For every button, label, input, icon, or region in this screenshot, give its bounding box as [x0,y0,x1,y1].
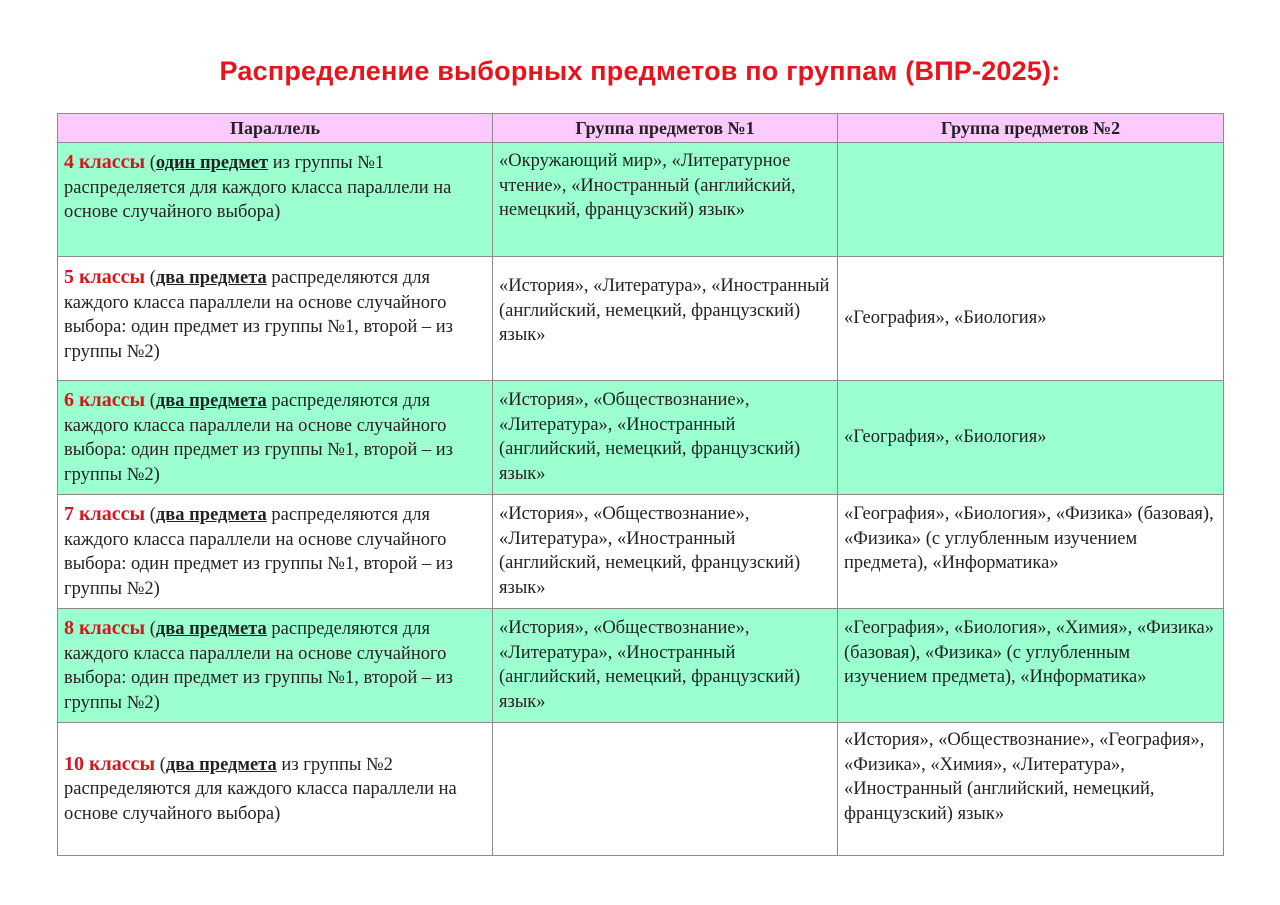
paren-open: ( [145,619,156,639]
distribution-table [57,113,1224,856]
paren-open: ( [145,391,156,411]
parallel-cell [58,609,493,723]
group-1-cell [493,723,838,856]
parallel-description: распределяются для каждого класса параллели на основе случайного выбора: один предмет из группы №1, второй – из группы №2) [64,505,453,599]
header-group-2: Группа предметов №2 [838,114,1224,143]
table-row [58,257,1224,381]
subject-count: два предмета [155,619,267,639]
subject-count: два предмета [155,391,267,411]
group-2-cell: «География», «Биология», «Химия», «Физика» (базовая), «Физика» (с углубленным изучением предмета), «Информатика» [838,609,1224,723]
header-parallel: Параллель [58,114,493,143]
group-1-cell: «История», «Литература», «Иностранный (английский, немецкий, французский) язык» [493,257,838,381]
parallel-cell [58,381,493,495]
parallel-cell [58,143,493,257]
table-row [58,723,1224,856]
table-row [58,143,1224,257]
group-2-cell: «География», «Биология» [838,381,1224,495]
group-1-cell: «История», «Обществознание», «Литература», «Иностранный (английский, немецкий, французский) язык» [493,381,838,495]
subject-count: один предмет [155,153,269,173]
parallel-description: распределяются для каждого класса параллели на основе случайного выбора: один предмет из группы №1, второй – из группы №2) [64,391,453,485]
grade-label: 5 классы [64,266,146,288]
group-1-cell: «Окружающий мир», «Литературное чтение», «Иностранный (английский, немецкий, французский) язык» [493,143,838,257]
grade-label: 7 классы [64,503,146,525]
table-row [58,609,1224,723]
parallel-cell [58,495,493,609]
subject-count: два предмета [155,268,267,288]
grade-label: 6 классы [64,389,146,411]
subject-count: два предмета [155,505,267,525]
parallel-description: распределяются для каждого класса параллели на основе случайного выбора: один предмет из группы №1, второй – из группы №2) [64,619,453,713]
group-2-cell: «История», «Обществознание», «География», «Физика», «Химия», «Литература», «Иностранный (английский, немецкий, французский) язык» [838,723,1224,856]
parallel-description: из группы №1 распределяется для каждого класса параллели на основе случайного выбора) [64,153,452,222]
parallel-cell [58,257,493,381]
group-1-cell: «История», «Обществознание», «Литература», «Иностранный (английский, немецкий, французский) язык» [493,495,838,609]
group-2-cell [838,143,1224,257]
grade-label: 10 классы [64,752,156,775]
group-2-cell: «География», «Биология» [838,257,1224,381]
paren-open: ( [145,505,156,525]
parallel-description: из группы №2 распределяются для каждого класса параллели на основе случайного выбора) [64,754,457,824]
table-row [58,381,1224,495]
paren-open: ( [145,153,156,173]
group-2-cell: «География», «Биология», «Физика» (базовая), «Физика» (с углубленным изучением предмета), «Информатика» [838,495,1224,609]
paren-open: ( [155,754,166,775]
table-header-row [58,114,1224,143]
paren-open: ( [145,268,156,288]
page-title: Распределение выборных предметов по группам (ВПР-2025): [219,56,1061,86]
parallel-cell [58,723,493,856]
subject-count: два предмета [165,754,277,775]
table-row [58,495,1224,609]
group-1-cell: «История», «Обществознание», «Литература», «Иностранный (английский, немецкий, французский) язык» [493,609,838,723]
parallel-description: распределяются для каждого класса параллели на основе случайного выбора: один предмет из группы №1, второй – из группы №2) [64,268,453,362]
header-group-1: Группа предметов №1 [493,114,838,143]
grade-label: 8 классы [64,617,146,639]
grade-label: 4 классы [64,151,146,173]
